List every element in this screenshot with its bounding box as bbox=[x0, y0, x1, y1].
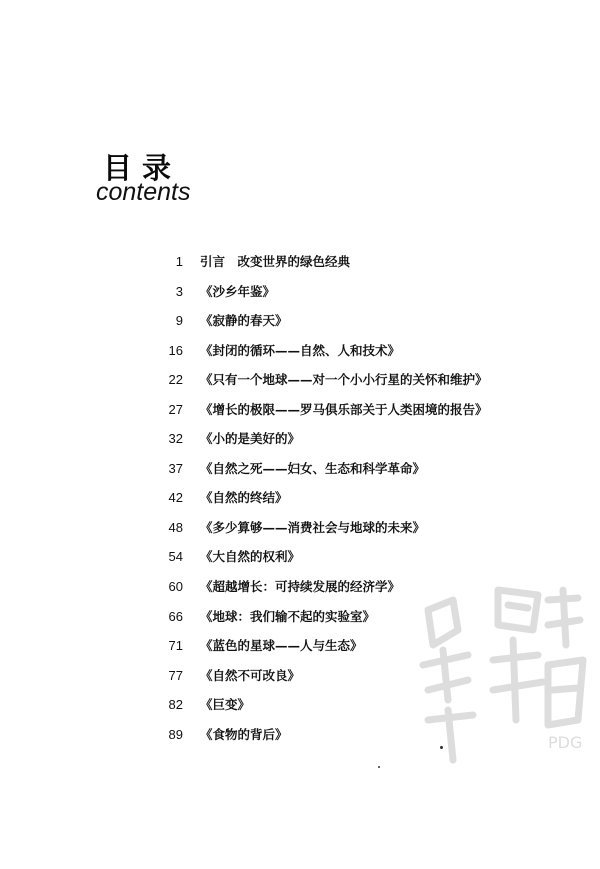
watermark-label: PDG bbox=[548, 733, 583, 752]
toc-entry-title: 《只有一个地球——对一个小小行星的关怀和维护》 bbox=[200, 372, 488, 387]
toc-entry-title: 《寂静的春天》 bbox=[200, 313, 288, 328]
scan-speck bbox=[378, 766, 380, 768]
toc-entry[interactable] bbox=[0, 370, 600, 390]
toc-entry-title: 《增长的极限——罗马俱乐部关于人类困境的报告》 bbox=[200, 402, 488, 417]
toc-entry[interactable] bbox=[0, 282, 600, 302]
toc-entry-title: 《自然之死——妇女、生态和科学革命》 bbox=[200, 461, 426, 476]
toc-entry-title: 《食物的背后》 bbox=[200, 727, 288, 742]
toc-entry-title: 《巨变》 bbox=[200, 697, 251, 712]
toc-page-number: 89 bbox=[168, 727, 183, 742]
toc-entry[interactable] bbox=[0, 488, 600, 508]
toc-page-number: 27 bbox=[168, 402, 183, 417]
seal-watermark bbox=[398, 570, 598, 770]
toc-page-number: 77 bbox=[168, 668, 183, 683]
toc-page-number: 1 bbox=[175, 254, 183, 269]
toc-page-number: 42 bbox=[168, 490, 183, 505]
toc-heading-en: contents bbox=[96, 178, 191, 206]
toc-entry[interactable] bbox=[0, 252, 600, 272]
toc-page-number: 16 bbox=[168, 343, 183, 358]
toc-entry-title: 《自然不可改良》 bbox=[200, 668, 301, 683]
toc-page-number: 22 bbox=[168, 372, 183, 387]
toc-entry-title: 《大自然的权利》 bbox=[200, 549, 301, 564]
toc-entry-title: 《封闭的循环——自然、人和技术》 bbox=[200, 343, 401, 358]
toc-page-number: 9 bbox=[175, 313, 183, 328]
toc-entry[interactable] bbox=[0, 311, 600, 331]
toc-page-number: 32 bbox=[168, 431, 183, 446]
toc-heading-zh: 目录 bbox=[103, 151, 182, 185]
toc-entry-title: 《多少算够——消费社会与地球的未来》 bbox=[200, 520, 426, 535]
toc-entry-title: 《自然的终结》 bbox=[200, 490, 288, 505]
toc-page-number: 37 bbox=[168, 461, 183, 476]
toc-page-number: 82 bbox=[168, 697, 183, 712]
toc-page-number: 71 bbox=[168, 638, 183, 653]
toc-entry-title: 《蓝色的星球——人与生态》 bbox=[200, 638, 363, 653]
toc-entry-title: 《超越增长：可持续发展的经济学》 bbox=[200, 579, 401, 594]
toc-entry-title: 引言 改变世界的绿色经典 bbox=[200, 254, 351, 269]
toc-entry-title: 《地球：我们输不起的实验室》 bbox=[200, 609, 376, 624]
toc-entry[interactable] bbox=[0, 518, 600, 538]
toc-entry[interactable] bbox=[0, 459, 600, 479]
toc-entry[interactable] bbox=[0, 547, 600, 567]
toc-entry-title: 《小的是美好的》 bbox=[200, 431, 301, 446]
toc-entry-title: 《沙乡年鉴》 bbox=[200, 284, 276, 299]
scan-speck bbox=[440, 746, 443, 749]
toc-page-number: 60 bbox=[168, 579, 183, 594]
toc-page-number: 3 bbox=[175, 284, 183, 299]
toc-page-number: 48 bbox=[168, 520, 183, 535]
toc-page-number: 54 bbox=[168, 549, 183, 564]
toc-entry[interactable] bbox=[0, 429, 600, 449]
toc-entry[interactable] bbox=[0, 400, 600, 420]
toc-entry[interactable] bbox=[0, 341, 600, 361]
toc-page-number: 66 bbox=[168, 609, 183, 624]
